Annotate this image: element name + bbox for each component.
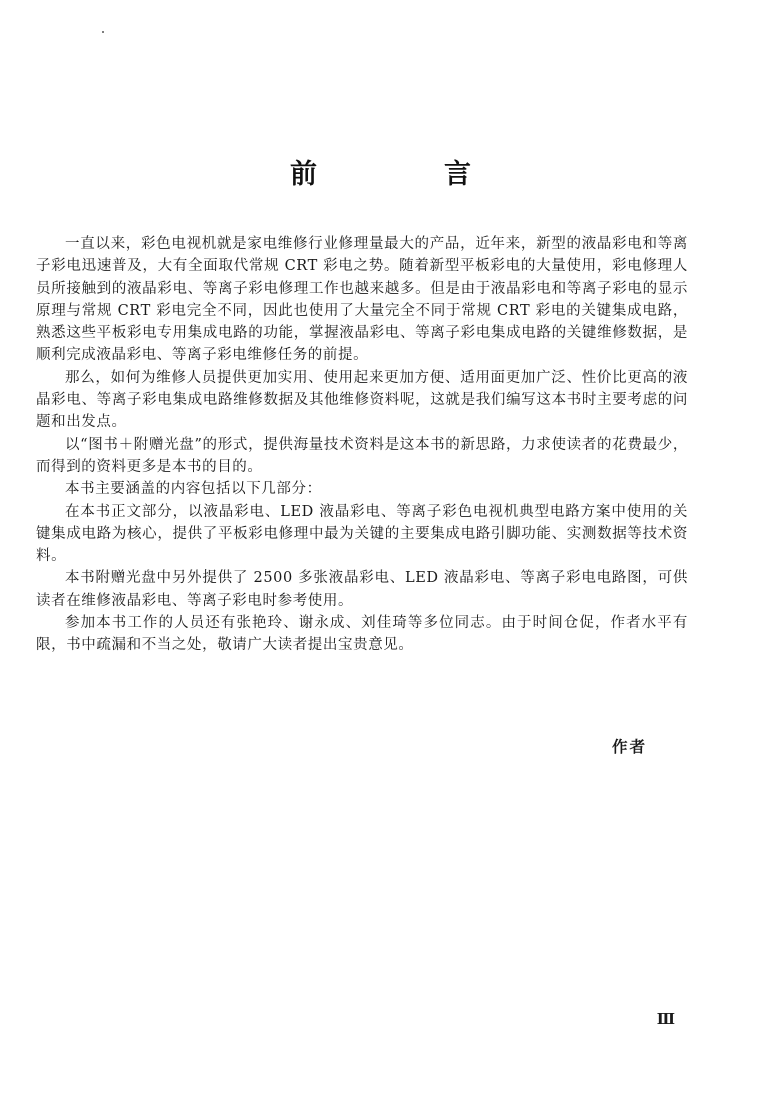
preface-body <box>36 233 688 657</box>
paragraph-6: 本书附赠光盘中另外提供了 2500 多张液晶彩电、LED 液晶彩电、等离子彩电电路图，可供读者在维修液晶彩电、等离子彩电时参考使用。 <box>36 570 688 609</box>
preface-title: 前 言 <box>290 159 521 190</box>
paragraph-1: 一直以来，彩色电视机就是家电维修行业修理量最大的产品，近年来，新型的液晶彩电和等离子彩电迅速普及，大有全面取代常规 CRT 彩电之势。随着新型平板彩电的大量使用，彩电修理人员所接触到的液晶彩电、等离子彩电修理工作也越来越多。但是由于液晶彩电和等离子彩电的显示原理与常规 CRT 彩电完全不同，因此也使用了大量完全不同于常规 CRT 彩电的关键集成电路，熟悉这些平板彩电专用集成电路的功能，掌握液晶彩电、等离子彩电集成电路的关键维修数据，是顺利完成液晶彩电、等离子彩电维修任务的前提。 <box>36 236 688 364</box>
paragraph-4: 本书主要涵盖的内容包括以下几部分： <box>65 481 322 498</box>
paragraph-5: 在本书正文部分，以液晶彩电、LED 液晶彩电、等离子彩色电视机典型电路方案中使用的关键集成电路为核心，提供了平板彩电修理中最为关键的主要集成电路引脚功能、实测数据等技术资料。 <box>36 503 688 565</box>
page-number: Ⅲ <box>656 1010 675 1028</box>
paragraph-3: 以“图书＋附赠光盘”的形式，提供海量技术资料是这本书的新思路，力求使读者的花费最少，而得到的资料更多是本书的目的。 <box>36 436 688 475</box>
paragraph-7: 参加本书工作的人员还有张艳玲、谢永成、刘佳琦等多位同志。由于时间仓促，作者水平有限，书中疏漏和不当之处，敬请广大读者提出宝贵意见。 <box>36 615 688 654</box>
paragraph-2: 那么，如何为维修人员提供更加实用、使用起来更加方便、适用面更加广泛、性价比更高的液晶彩电、等离子彩电集成电路维修数据及其他维修资料呢，这就是我们编写这本书时主要考虑的问题和出发点。 <box>36 369 688 431</box>
author-signature: 作者 <box>611 737 647 756</box>
scan-speck <box>102 31 104 33</box>
